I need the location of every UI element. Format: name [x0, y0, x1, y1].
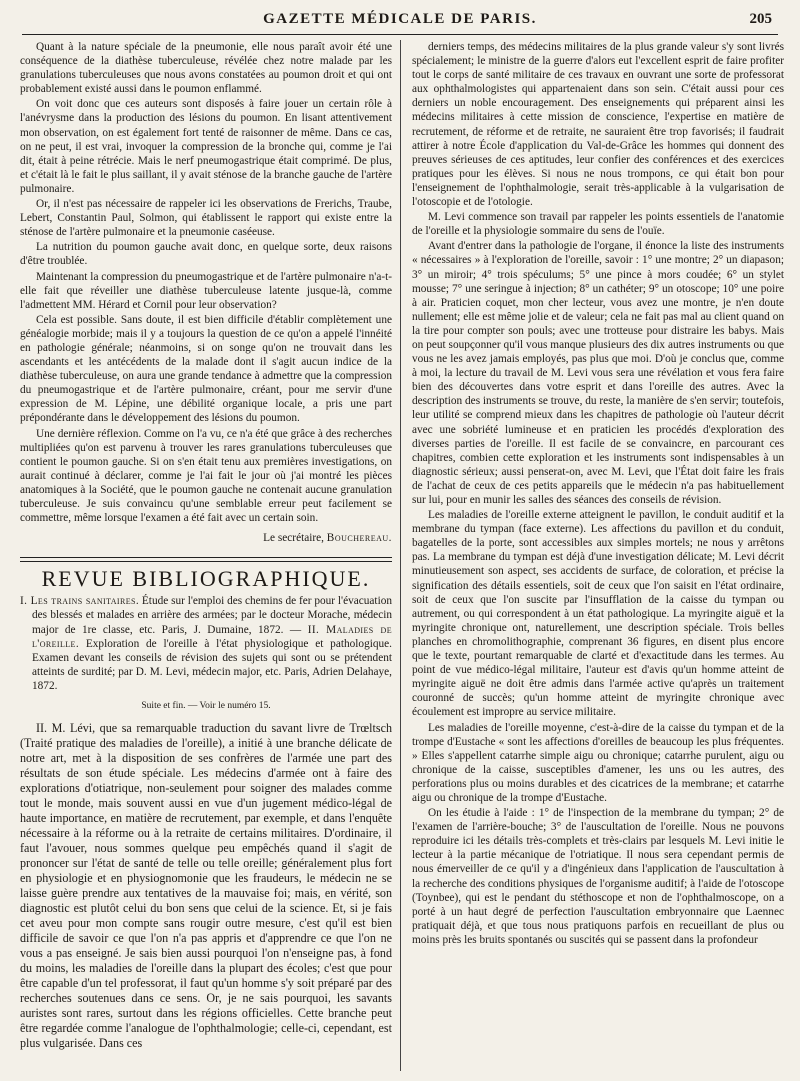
paragraph: On les étudie à l'aide : 1° de l'inspection de la membrane du tympan; 2° de l'examen de l'arrière-bouche; 3° de l'auscultation de l'oreille. Nous ne pouvons reproduire ici les détails très-complets et très-clairs par lesquels M. Levi initie le lecteur à la partie mécanique de l'otriatique. Il nous sera cependant permis de nous émerveiller de ce qu'il y a d'ingénieux dans l'application de l'auscultation à la recherche des conditions physiques de l'organisme auditif; à l'aide de l'otoscope (Toynbee), qui est le pendant du stéthoscope et non de l'ophthalmoscope, on a porté à un haut degré de perfection l'auscultation embryonnaire que Laennec pratiquait déjà, et que tous nous pratiquons parfois en recueillant de plus ou moins près les bruits spontanés ou suscités qui se passent dans la profondeur — [412, 807, 784, 946]
entry-2-text: Exploration de l'oreille à l'état physiologique et pathologique. Examen devant les conseils de révision des sujets qui sont ou se prétendent atteints de surdité; par D. M. Levi, médecin major, etc. Paris, Adrien Delahaye, 1872. — [32, 637, 392, 692]
section-title: REVUE BIBLIOGRAPHIQUE. — [41, 566, 371, 592]
paragraph: Les maladies de l'oreille externe atteignent le pavillon, le conduit auditif et la membrane du tympan (face externe). Les affections du pavillon et du conduit, bagatelles de la porte, sont accessibles aux simples mortels; ne nous y arrêtons pas. La membrane du tympan est déjà d'une investigation délicate; M. Levi décrit minutieusement son aspect, ses accidents de surface, de coloration, et précise la signification des détails essentiels, soit de ceux que l'on saisit en l'état ordinaire, soit de ceux que l'on suscite par l'insufflation de la caisse du tympan ou autrement, ou qui correspondent à un état pathologique. La myringite aiguë et la myringite chronique ont, naturellement, une description spéciale. Trois belles planches en chromolithographie, comprenant 36 figures, en disent plus encore que le texte, pourtant remarquable de clarté et d'exactitude dans les termes. Au point de vue médico-légal militaire, l'auteur est d'avis qu'un homme atteint de myringite aiguë ne doit être admis dans l'armée active qu'après un traitement couronné de succès; qu'un homme atteint de myringite chronique avec écoulement est impropre au service militaire. — [412, 509, 784, 719]
signature-name: Bouchereau. — [326, 532, 392, 545]
paragraph: La nutrition du poumon gauche avait donc, en quelque sorte, deux raisons d'être troublée. — [20, 241, 392, 268]
paragraph: Quant à la nature spéciale de la pneumonie, elle nous paraît avoir été une conséquence de la diathèse tuberculeuse, révélée chez notre malade par les granulations tuberculeuses que nous avons constatées au poumon droit et qui ont probablement existé aussi dans le poumon enflammé. — [20, 41, 392, 96]
paragraph: derniers temps, des médecins militaires de la plus grande valeur s'y sont livrés spécialement; le ministre de la guerre d'alors eut l'excellent esprit de faire profiter tout le corps de santé militaire de ces travaux en ouvrant une sorte de professorat aux ophthalmologistes qui appartenaient dans son sein. C'était aussi pour ces derniers un noble encouragement. Des enseignements qui préparent ainsi les médecins militaires à cette mission de conscience, l'expertise en matière de recrutement, de réforme et de retraite, ne sauraient être trop favorisés; il faudrait attirer à notre École d'application du Val-de-Grâce les hommes qui donnent des preuves sérieuses de ces aptitudes, leur confier des conférences et des exercices pratiques pour les élèves. Si nous ne nous trompons, ce qui était bon pour l'enseignement de l'ophthalmologie, serait très-applicable à la vulgarisation de l'otoscopie et de l'otologie. — [412, 41, 784, 209]
paragraph: On voit donc que ces auteurs sont disposés à faire jouer un certain rôle à l'anévrysme dans la production des lésions du poumon. En lisant attentivement mon observation, on est également fort tenté de raisonner de même. Dans ce cas, on ne peut, il est vrai, invoquer la compression de la bronche qui, comme je l'ai dit, était à peine rétrécie. Mais le nerf pneumogastrique était comprimé. De plus, et c'était là le fait le plus saillant, il y avait sténose de la branche gauche de l'artère pulmonaire. — [20, 98, 392, 195]
bibliography-entry — [20, 594, 392, 693]
page-header — [22, 0, 778, 35]
entry-1-label: I. Les trains sanitaires. — [20, 595, 140, 608]
signature-prefix: Le secrétaire, — [263, 532, 327, 545]
paragraph: Les maladies de l'oreille moyenne, c'est-à-dire de la caisse du tympan et de la trompe d'Eustache « sont les affections d'oreilles de beaucoup les plus fréquentes. » Elles s'appellent catarrhe simple aigu ou chronique; catarrhe purulent, aigu ou chronique de la caisse, susceptibles d'amener, les uns ou les autres, des perforations plus ou moins durables et des cicatrices de la membrane; et catarrhe aigu ou chronique de la trompe d'Eustache. — [412, 721, 784, 804]
paragraph: Maintenant la compression du pneumogastrique et de l'artère pulmonaire n'a-t-elle fait que réveiller une diathèse tuberculeuse latente jusque-là, comme l'admettent MM. Hérard et Cornil pour leur observation? — [20, 270, 392, 311]
signature — [20, 531, 392, 545]
page-number: 205 — [749, 11, 772, 27]
column-divider — [400, 40, 401, 1071]
paragraph: Avant d'entrer dans la pathologie de l'organe, il énonce la liste des instruments « nécessaires » à l'exploration de l'oreille, savoir : 1° une montre; 2° un diapason; 3° un miroir; 4° trois spéculums; 5° une pince à mors coudée; 6° un stylet mousse; 7° une seringue à injection; 8° un cathéter; 9° un otoscope; 10° une poire à air. Praticien coquet, mon cher lecteur, vous avez une montre, je n'en doute nullement; elle est même jolie et de valeur; cela ne fait pas mal au client quand on la tire pour compter son pouls; avec une trotteuse pour distraire les babys. Mais on peut soupçonner qu'il vous manque plusieurs des dix autres instruments ou que vous ne les avez jamais employés, pas plus que moi. D'où je conclus que, comme à moi, la lecture du travail de M. Levi vous sera une révélation et vous fera faire bien des découvertes dans votre esprit et dans l'oreille des autres. Avec la description des instruments se trouve, du reste, la manière de s'en servir; toutefois, leur utilité se comprend mieux dans les chapitres de pathologie où l'auteur décrit avec une sobriété lumineuse et en praticien les procédés d'exploration des diverses parties de l'oreille. Il est facile de se convaincre, en parcourant ces chapitres, combien cette exploration et les instruments sont indispensables à un diagnostic sérieux; aussi penserat-on, avec M. Levi, que l'État doit faire les frais de l'achat de ceux de ces petits appareils que le médecin n'a pas habituellement sur lui, pour en munir les salles des séances des conseils de révision. — [412, 240, 784, 506]
review-paragraph: II. M. Lévi, que sa remarquable traduction du savant livre de Trœltsch (Traité pratique des maladies de l'oreille), a initié à une branche délicate de notre art, met à la disposition de ses confrères de l'armée une part des résultats de son étude spéciale. Les médecins d'armée ont à faire des explorations d'otiatrique, non-seulement pour soigner des malades comme tout le monde, mais souvent aussi en vue d'un jugement médico-légal de haute importance, en matière de recrutement, par exemple, et dans l'enquête nécessaire à la réforme ou à la retraite de certains militaires. D'ordinaire, il faut l'avouer, nous sommes quelque peu empêchés quand il s'agit de prononcer sur l'état de santé de telle ou telle oreille; généralement plus fort en physiologie et en physiognomonie que les fraudeurs, le médecin ne se laisse guère prendre aux tentatives de la mauvaise foi; mais, en vérité, son diagnostic est plutôt celui du bon sens que celui de la science. Et, si je fais cet aveu pour mon compte sans rougir outre mesure, c'est qu'il est bien difficile de savoir ce que l'on n'a pas appris et d'apprendre ce que l'on ne vous a pas enseigné. Je sais bien aussi pourquoi l'on n'enseigne pas, à fond du moins, les maladies de l'oreille dans la plupart des écoles; c'est que pour être capable d'un tel professorat, il faut qu'un homme s'y soit préparé par des recherches soutenues dans ce sens. Or, je ne sais pourquoi, les savants auristes sont rares, surtout dans les régions officielles. Cette branche peut être regardée comme l'analogue de l'ophthalmologie; celle-ci, cependant, est plus vulgarisée. Dans ces — [20, 721, 392, 1051]
continuation-note: Suite et fin. — Voir le numéro 15. — [141, 701, 271, 712]
paragraph: Cela est possible. Sans doute, il est bien difficile d'établir complètement une généalogie morbide; mais il y a toujours la question de ce qu'on a appelé l'innéité en pathologie générale; néanmoins, si on songe qu'on ne trouvait dans les ascendants et les antécédents de la malade dont il s'agit aucun indice de la diathèse tuberculeuse, on aura une grande tendance à admettre que la compression du pneumogastrique et de l'artère pulmonaire, créant, pour me servir d'une expression de M. Lépine, une débilité organique locale, a pris une part prépondérante dans le développement des lésions du poumon. — [20, 313, 392, 425]
paragraph: Or, il n'est pas nécessaire de rappeler ici les observations de Frerichs, Traube, Lebert, Constantin Paul, Solmon, qui établissent le rapport qui existe entre la sténose de l'artère pulmonaire et la pneumonie caséeuse. — [20, 198, 392, 239]
section-rule-thin — [20, 561, 392, 562]
entry-1-text: Étude sur l'emploi des chemins de fer pour l'évacuation des blessés et malades en arrière des armées; par le docteur Morache, médecin major de 1re classe, etc. Paris, J. Dumaine, 1872. — — [32, 595, 392, 636]
right-column — [412, 40, 784, 1071]
paragraph: Une dernière réflexion. Comme on l'a vu, ce n'a été que grâce à des recherches multipliées qu'on est parvenu à trouver les rares granulations tuberculeuses que contient le poumon gauche. Si on s'en était tenu aux premières investigations, on aurait continué à déclarer, comme je l'ai fait le jour où j'ai montré les pièces anatomiques à la Société, que le poumon gauche ne contenait aucune granulation tuberculeuse. Je suis convaincu qu'une semblable erreur peut facilement se commettre, même lorsque l'examen a été fait avec un certain soin. — [20, 427, 392, 525]
section-rule — [20, 557, 392, 558]
paragraph: M. Levi commence son travail par rappeler les points essentiels de l'anatomie de l'oreille et la physiologie sommaire du sens de l'ouïe. — [412, 211, 784, 238]
left-column — [20, 40, 392, 1071]
entry-2-label: II. Maladies de l'oreille. — [32, 623, 392, 650]
journal-title: GAZETTE MÉDICALE DE PARIS. — [263, 11, 537, 27]
